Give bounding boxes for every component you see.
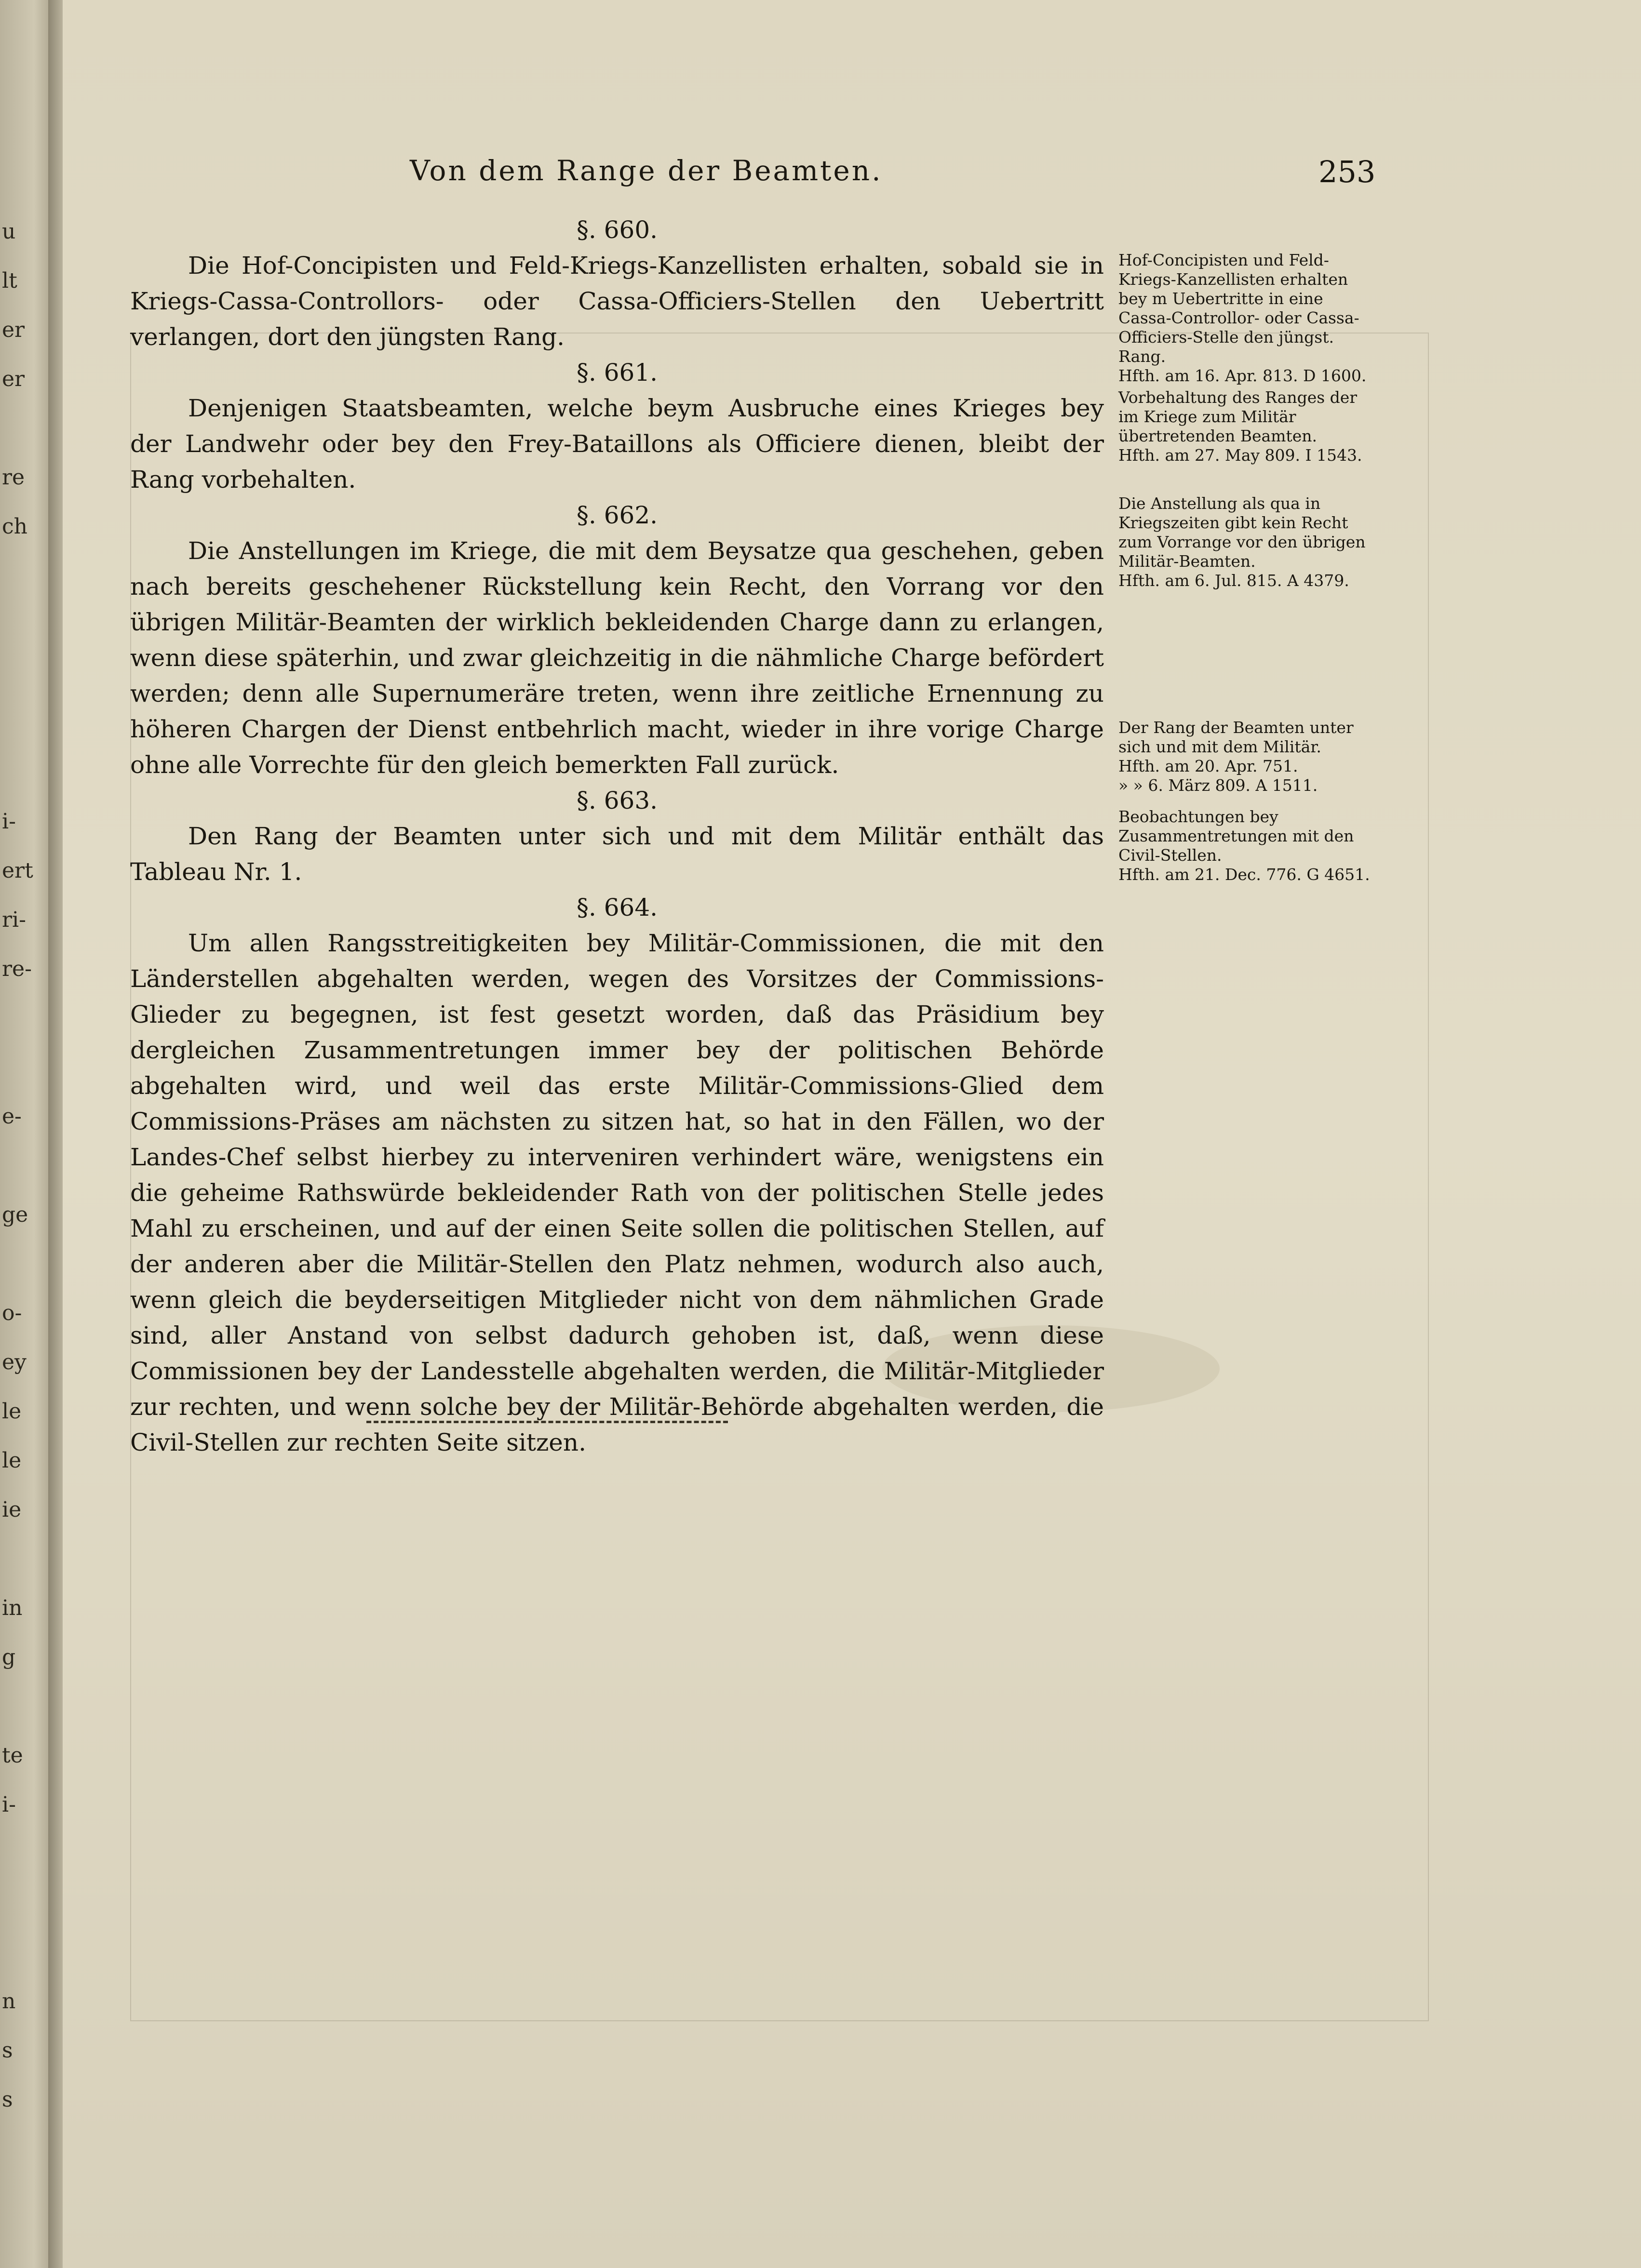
margin-note bbox=[1118, 807, 1374, 884]
facing-page-letter: lt bbox=[2, 268, 17, 293]
margin-note-text: Die Anstellung als qua in Kriegszeiten gibt kein Recht zum Vorrange vor den übrigen Militär-Beamten. bbox=[1118, 494, 1366, 571]
margin-note-reference: » » 6. März 809. A 1511. bbox=[1118, 776, 1318, 795]
facing-page-letter bbox=[2, 1534, 40, 1584]
facing-page-letter bbox=[2, 1829, 40, 1879]
section-heading: §. 662. bbox=[576, 501, 658, 529]
facing-page-letter: o- bbox=[2, 1301, 22, 1325]
facing-page-letter: re- bbox=[2, 957, 32, 981]
facing-page-letter: s bbox=[2, 2038, 13, 2063]
margin-note-text: Hof-Concipisten und Feld-Kriegs-Kanzellisten erhalten bey m Uebertritte in eine Cassa-Controllor- oder Cassa-Officiers-Stelle den jüngst. Rang. bbox=[1118, 251, 1359, 366]
running-title: Von dem Range der Beamten. bbox=[410, 154, 883, 187]
section-paragraph: Denjenigen Staatsbeamten, welche beym Ausbruche eines Krieges bey der Landwehr oder bey den Frey-Bataillons als Officiere dienen, bleibt der Rang vorbehalten. bbox=[130, 394, 1104, 494]
facing-page-letter: in bbox=[2, 1596, 23, 1620]
margin-note-text: Der Rang der Beamten unter sich und mit dem Militär. bbox=[1118, 718, 1354, 756]
margin-note-reference: Hfth. am 20. Apr. 751. bbox=[1118, 757, 1298, 775]
facing-page-letter: le bbox=[2, 1448, 22, 1473]
facing-page-letter bbox=[2, 1240, 40, 1289]
facing-page-letter: ie bbox=[2, 1497, 22, 1522]
page-number: 253 bbox=[1318, 154, 1376, 189]
margin-note-text: Vorbehaltung des Ranges der im Kriege zum Militär übertretenden Beamten. bbox=[1118, 388, 1358, 445]
facing-page-letter: ch bbox=[2, 514, 27, 539]
facing-page-letter: le bbox=[2, 1399, 22, 1424]
facing-page-letter bbox=[2, 994, 40, 1043]
facing-page-letter bbox=[2, 404, 40, 453]
facing-page-letter: s bbox=[2, 2087, 13, 2112]
facing-page-letter bbox=[2, 1879, 40, 1928]
margin-note bbox=[1118, 251, 1374, 386]
facing-page-letter: te bbox=[2, 1743, 23, 1768]
section-heading: §. 660. bbox=[576, 216, 658, 244]
margin-note-reference: Hfth. am 6. Jul. 815. A 4379. bbox=[1118, 571, 1349, 590]
margin-note bbox=[1118, 388, 1374, 465]
section-paragraph: Die Anstellungen im Kriege, die mit dem Beysatze qua geschehen, geben nach bereits geschehener Rückstellung kein Recht, den Vorrang vor den übrigen Militär-Beamten der wirklich bekleidenden Charge dann zu erlangen, wenn diese späterhin, und zwar gleichzeitig in die nähmliche Charge befördert werden; denn alle Supernumeräre treten, wenn ihre zeitliche Ernennung zu höheren Chargen der Dienst entbehrlich macht, wieder in ihre vorige Charge ohne alle Vorrechte für den gleich bemerkten Fall zurück. bbox=[130, 537, 1104, 779]
margin-note-reference: Hfth. am 21. Dec. 776. G 4651. bbox=[1118, 865, 1370, 884]
facing-page-letter: u bbox=[2, 219, 16, 244]
facing-page-letter: n bbox=[2, 1989, 16, 2014]
section-paragraph: Die Hof-Concipisten und Feld-Kriegs-Kanzellisten erhalten, sobald sie in Kriegs-Cassa-Controllors- oder Cassa-Officiers-Stellen den Uebertritt verlangen, dort den jüngsten Rang. bbox=[130, 252, 1104, 351]
facing-page-letter: ert bbox=[2, 858, 33, 883]
facing-page-letter: i- bbox=[2, 1792, 16, 1817]
margin-note bbox=[1118, 494, 1374, 590]
facing-page-letter bbox=[2, 600, 40, 650]
facing-page-letter bbox=[2, 1682, 40, 1731]
facing-page-letters bbox=[2, 207, 40, 2124]
margin-note bbox=[1118, 718, 1374, 795]
section-heading: §. 664. bbox=[576, 894, 658, 921]
facing-page-letter: ri- bbox=[2, 907, 26, 932]
facing-page-letter bbox=[2, 1043, 40, 1092]
section-heading: §. 663. bbox=[576, 787, 658, 814]
facing-page-letter bbox=[2, 1928, 40, 1977]
facing-page-letter: g bbox=[2, 1645, 16, 1669]
main-text bbox=[130, 212, 1104, 1460]
facing-page-letter bbox=[2, 748, 40, 797]
facing-page-letter bbox=[2, 699, 40, 748]
facing-page-letter bbox=[2, 551, 40, 600]
facing-page-letter: i- bbox=[2, 809, 16, 834]
section-heading: §. 661. bbox=[576, 359, 658, 387]
facing-page-letter: ge bbox=[2, 1202, 28, 1227]
section-end-rule bbox=[366, 1421, 728, 1428]
margin-note-text: Beobachtungen bey Zusammentretungen mit den Civil-Stellen. bbox=[1118, 807, 1354, 865]
facing-page-letter: er bbox=[2, 318, 25, 342]
facing-page-letter: er bbox=[2, 367, 25, 391]
facing-page-letter: ey bbox=[2, 1350, 27, 1374]
facing-page-letter: re bbox=[2, 465, 25, 490]
facing-page-letter: e- bbox=[2, 1104, 22, 1129]
section-paragraph: Um allen Rangsstreitigkeiten bey Militär-Commissionen, die mit den Länderstellen abgehalten werden, wegen des Vorsitzes der Commissions-Glieder zu begegnen, ist fest gesetzt worden, daß das Präsidium bey dergleichen Zusammentretungen immer bey der politischen Behörde abgehalten wird, und weil das erste Militär-Commissions-Glied dem Commissions-Präses am nächsten zu sitzen hat, so hat in den Fällen, wo der Landes-Chef selbst hierbey zu interveniren verhindert wäre, wenigstens ein die geheime Rathswürde bekleidender Rath von der politischen Stelle jedes Mahl zu erscheinen, und auf der einen Seite sollen die politischen Stellen, auf der anderen aber die Militär-Stellen den Platz nehmen, wodurch also auch, wenn gleich die beyderseitigen Mitglieder nicht von dem nähmlichen Grade sind, aller Anstand von selbst dadurch gehoben ist, daß, wenn diese Commissionen bey der Landesstelle abgehalten werden, die Militär-Mitglieder zur rechten, und wenn solche bey der Militär-Behörde abgehalten werden, die Civil-Stellen zur rechten Seite sitzen. bbox=[130, 929, 1104, 1456]
margin-note-reference: Hfth. am 16. Apr. 813. D 1600. bbox=[1118, 366, 1367, 385]
facing-page-letter bbox=[2, 650, 40, 699]
facing-page-letter bbox=[2, 1141, 40, 1190]
margin-note-reference: Hfth. am 27. May 809. I 1543. bbox=[1118, 446, 1362, 465]
section-paragraph: Den Rang der Beamten unter sich und mit dem Militär enthält das Tableau Nr. 1. bbox=[130, 822, 1104, 886]
